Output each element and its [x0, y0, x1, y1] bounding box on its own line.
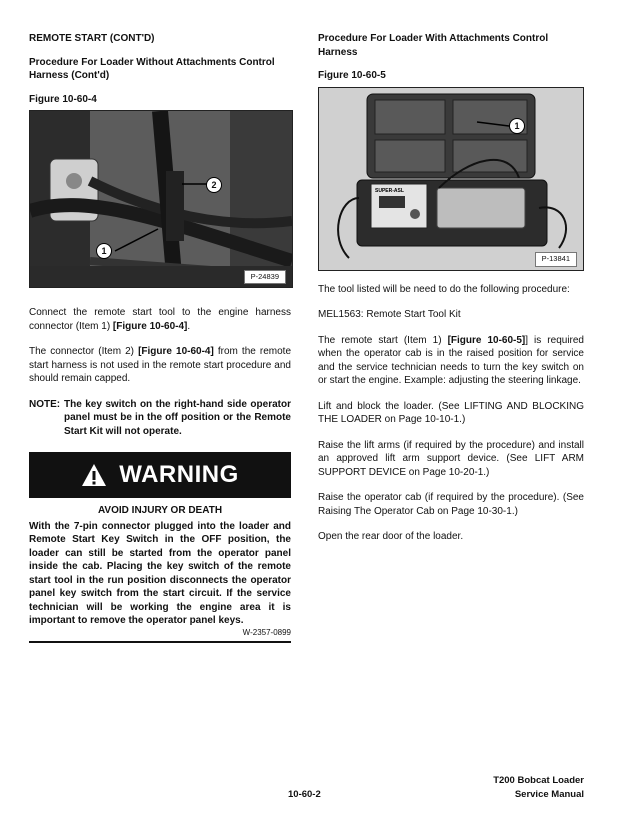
figure-ref: [Figure 10-60-4] — [112, 320, 188, 332]
warning-triangle-icon — [81, 463, 107, 487]
manual-title-block — [493, 774, 584, 802]
remote-start-tool-photo — [318, 87, 584, 271]
manual-title: T200 Bobcat Loader — [493, 775, 584, 786]
callout-1: 1 — [96, 243, 112, 259]
callout-1: 1 — [509, 118, 525, 134]
figure-label: Figure 10-60-4 — [29, 93, 97, 105]
note-text: The key switch on the right-hand side operator panel must be in the off position or the Remote Start Kit will not operate. — [64, 398, 291, 437]
warning-divider — [29, 641, 291, 643]
note-block — [29, 398, 291, 439]
note-label: NOTE: — [29, 398, 61, 410]
subsection-title: Procedure For Loader With Attachments Control Harness — [318, 33, 549, 58]
warning-code: W-2357-0899 — [242, 627, 291, 637]
connector-text-end: from the remote start harness is not used in the remote start procedure and should remain capped. — [29, 346, 292, 384]
connect-text: Connect the remote start tool to the engine harness connector (Item 1) — [29, 307, 291, 332]
connector-text: The connector (Item 2) — [29, 346, 139, 357]
remote-start-paragraph — [318, 334, 584, 388]
warning-subtitle: AVOID INJURY OR DEATH — [97, 505, 223, 516]
warning-title: WARNING — [119, 460, 239, 488]
callout-2: 2 — [206, 177, 222, 193]
connector-paragraph — [29, 345, 291, 386]
tool-kit: MEL1563: Remote Start Tool Kit — [318, 309, 461, 320]
section-title: REMOTE START (CONT'D) — [29, 33, 155, 44]
photo-code: P-13841 — [535, 252, 577, 266]
rear-door-paragraph: Open the rear door of the loader. — [318, 531, 464, 542]
remote-start-text: The remote start (Item 1) — [318, 334, 448, 346]
warning-banner — [29, 452, 291, 498]
remote-start-tool-illustration — [319, 88, 583, 270]
page-number: 10-60-2 — [288, 789, 321, 800]
engine-harness-illustration — [30, 111, 292, 287]
manual-subtitle: Service Manual — [514, 788, 584, 800]
raise-cab-paragraph: Raise the operator cab (if required by the procedure). (See Raising The Operator Cab on Page 10-30-1.) — [318, 492, 584, 517]
engine-harness-photo — [29, 110, 293, 288]
right-column — [318, 32, 584, 556]
connect-paragraph — [29, 306, 291, 333]
subsection-title: Procedure For Loader Without Attachments Control Harness (Cont'd) — [29, 56, 275, 81]
figure-label: Figure 10-60-5 — [318, 70, 386, 81]
remote-start-text-end: ] is required when the operator cab is in the raised position for service and the service technician needs to turn the key switch on or start the engine. Example: adjusting the steering linkage. — [318, 334, 584, 386]
left-column — [29, 32, 291, 643]
connect-text-end: . — [187, 320, 191, 332]
lift-paragraph: Lift and block the loader. (See LIFTING AND BLOCKING THE LOADER on Page 10-10-1.) — [318, 400, 584, 425]
photo-code: P-24839 — [244, 270, 286, 284]
tool-brand-label: SUPER-ASL — [375, 187, 404, 194]
figure-ref: [Figure 10-60-5] — [447, 334, 526, 346]
figure-ref: [Figure 10-60-4] — [138, 346, 214, 357]
lift-arms-paragraph: Raise the lift arms (if required by the procedure) and install an approved lift arm support device. (See LIFT ARM SUPPORT DEVICE on Page 10-20-1.) — [318, 439, 584, 478]
warning-body: With the 7-pin connector plugged into the loader and Remote Start Key Switch in the OFF position, the loader can still be started from the operator panel inside the cab. Placing the key switch of the remote start tool in the run position disconnects the operator panel key switch from the start circuit. If the service technician will be working the engine area it is important to remove the operator panel keys. — [29, 520, 291, 626]
tool-intro: The tool listed will be need to do the following procedure: — [318, 283, 570, 295]
